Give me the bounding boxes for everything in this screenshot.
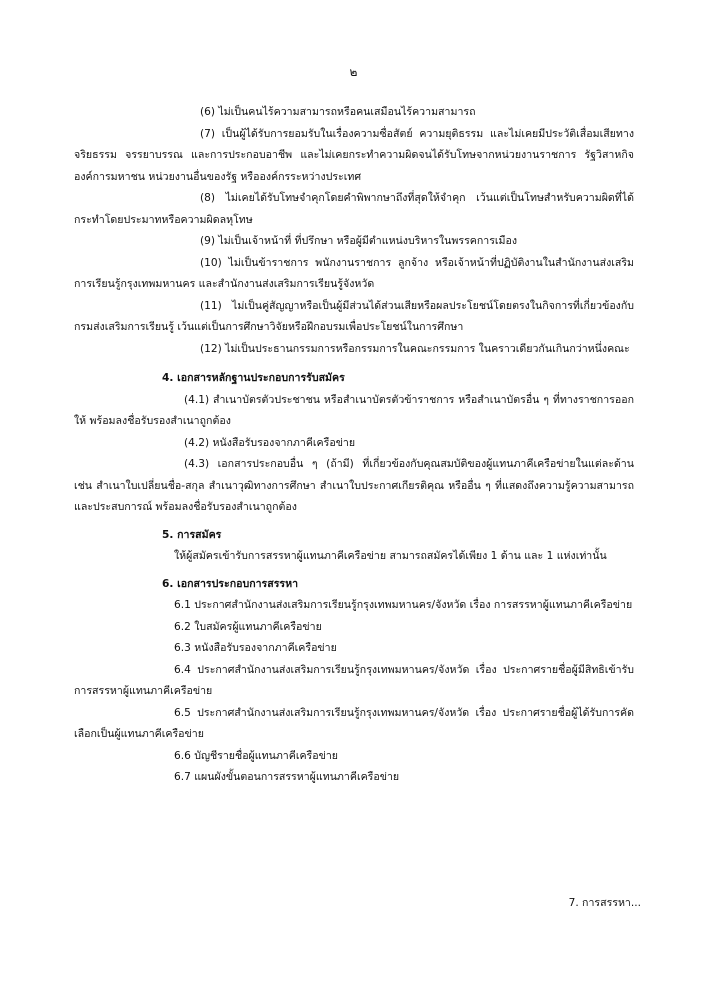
continuation-note: 7. การสรรหา... (568, 897, 641, 909)
document-item-6-2: 6.2 ใบสมัครผู้แทนภาคีเครือข่าย (174, 620, 322, 633)
page-number: ๒ (349, 65, 358, 79)
document-item-6-6: 6.6 บัญชีรายชื่อผู้แทนภาคีเครือข่าย (174, 749, 338, 762)
qualification-item-7: (7) เป็นผู้ได้รับการยอมรับในเรื่องความซื่อสัตย์ ความยุติธรรม และไม่เคยมีประวัติเสื่อมเสียทางจริยธรรม จรรยาบรรณ และการประกอบอาชีพ และไม่เคยกระทำความผิดจนได้รับโทษจากหน่วยงานราชการ รัฐวิสาหกิจ องค์การมหาชน หน่วยงานอื่นของรัฐ หรือองค์กรระหว่างประเทศ (74, 127, 634, 183)
document-item-4-2: (4.2) หนังสือรับรองจากภาคีเครือข่าย (184, 436, 356, 449)
qualification-item-12: (12) ไม่เป็นประธานกรรมการหรือกรรมการในคณะกรรมการ ในคราวเดียวกันเกินกว่าหนึ่งคณะ (200, 342, 630, 355)
qualification-item-9: (9) ไม่เป็นเจ้าหน้าที่ ที่ปรึกษา หรือผู้มีตำแหน่งบริหารในพรรคการเมือง (200, 235, 518, 247)
section-4-heading: 4. เอกสารหลักฐานประกอบการรับสมัคร (162, 372, 345, 384)
document-item-6-3: 6.3 หนังสือรับรองจากภาคีเครือข่าย (174, 642, 337, 654)
document-body (74, 102, 634, 789)
qualification-item-6: (6) ไม่เป็นคนไร้ความสามารถหรือคนเสมือนไร้ความสามารถ (200, 106, 476, 118)
qualification-item-10: (10) ไม่เป็นข้าราชการ พนักงานราชการ ลูกจ้าง หรือเจ้าหน้าที่ปฏิบัติงานในสำนักงานส่งเสริมการเรียนรู้กรุงเทพมหานคร และสำนักงานส่งเสริมการเรียนรู้จังหวัด (74, 256, 634, 290)
qualification-item-11: (11) ไม่เป็นคู่สัญญาหรือเป็นผู้มีส่วนได้ส่วนเสียหรือผลประโยชน์โดยตรงในกิจการที่เกี่ยวข้องกับกรมส่งเสริมการเรียนรู้ เว้นแต่เป็นการศึกษาวิจัยหรือฝึกอบรมเพื่อประโยชน์ในการศึกษา (74, 299, 634, 333)
document-item-4-1: (4.1) สำเนาบัตรตัวประชาชน หรือสำเนาบัตรตัวข้าราชการ หรือสำเนาบัตรอื่น ๆ ที่ทางราชการออกให้ พร้อมลงชื่อรับรองสำเนาถูกต้อง (74, 393, 634, 427)
document-item-4-3: (4.3) เอกสารประกอบอื่น ๆ (ถ้ามี) ที่เกี่ยวข้องกับคุณสมบัติของผู้แทนภาคีเครือข่ายในแต่ละด้าน เช่น สำเนาใบเปลี่ยนชื่อ-สกุล สำเนาวุฒิทางการศึกษา สำเนาใบประกาศเกียรติคุณ หรืออื่น ๆ ที่แสดงถึงความรู้ความสามารถและประสบการณ์ พร้อมลงชื่อรับรองสำเนาถูกต้อง (74, 458, 634, 513)
section-6-heading: 6. เอกสารประกอบการสรรหา (162, 577, 299, 590)
qualification-item-8: (8) ไม่เคยได้รับโทษจำคุกโดยคำพิพากษาถึงที่สุดให้จำคุก เว้นแต่เป็นโทษสำหรับความผิดที่ได้กระทำโดยประมาทหรือความผิดลหุโทษ (74, 192, 634, 226)
application-text: ให้ผู้สมัครเข้ารับการสรรหาผู้แทนภาคีเครือข่าย สามารถสมัครได้เพียง 1 ด้าน และ 1 แห่งเท่านั้น (174, 550, 607, 562)
document-item-6-5: 6.5 ประกาศสำนักงานส่งเสริมการเรียนรู้กรุงเทพมหานคร/จังหวัด เรื่อง ประกาศรายชื่อผู้ได้รับการคัดเลือกเป็นผู้แทนภาคีเครือข่าย (74, 706, 634, 740)
document-item-6-7: 6.7 แผนผังขั้นตอนการสรรหาผู้แทนภาคีเครือข่าย (174, 771, 400, 783)
section-5-heading: 5. การสมัคร (162, 528, 222, 541)
document-item-6-1: 6.1 ประกาศสำนักงานส่งเสริมการเรียนรู้กรุงเทพมหานคร/จังหวัด เรื่อง การสรรหาผู้แทนภาคีเครือข่าย (174, 599, 633, 611)
document-item-6-4: 6.4 ประกาศสำนักงานส่งเสริมการเรียนรู้กรุงเทพมหานคร/จังหวัด เรื่อง ประกาศรายชื่อผู้มีสิทธิเข้ารับการสรรหาผู้แทนภาคีเครือข่าย (74, 663, 634, 697)
